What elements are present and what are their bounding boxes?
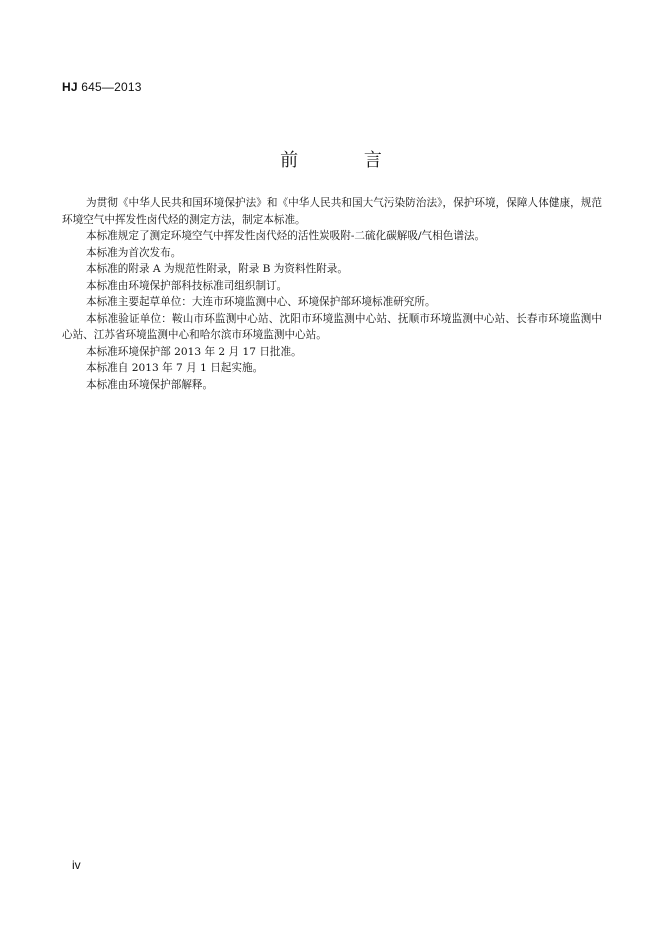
paragraph-drafters: 本标准主要起草单位：大连市环境监测中心、环境保护部环境标准研究所。 xyxy=(86,296,436,308)
paragraph-effective-date: 本标准自 2013 年 7 月 1 日起实施。 xyxy=(86,362,264,374)
page-title: 前 言 xyxy=(280,150,412,171)
paragraph-first-release: 本标准为首次发布。 xyxy=(86,246,182,259)
standard-number: 645—2013 xyxy=(77,80,142,94)
preface-body xyxy=(62,195,602,393)
paragraph-purpose: 为贯彻《中华人民共和国环境保护法》和《中华人民共和国大气污染防治法》，保护环境，保障人体健康，规范环境空气中挥发性卤代烃的测定方法，制定本标准。 xyxy=(62,197,602,226)
page-number: iv xyxy=(72,858,81,872)
standard-code xyxy=(62,80,142,94)
paragraph-appendix: 本标准的附录 A 为规范性附录，附录 B 为资料性附录。 xyxy=(86,263,348,275)
paragraph-interpretation: 本标准由环境保护部解释。 xyxy=(86,378,214,391)
paragraph-scope: 本标准规定了测定环境空气中挥发性卤代烃的活性炭吸附-二硫化碳解吸/气相色谱法。 xyxy=(86,230,486,242)
paragraph-approval: 本标准环境保护部 2013 年 2 月 17 日批准。 xyxy=(86,345,302,358)
standard-prefix: HJ xyxy=(62,80,78,94)
paragraph-validators: 本标准验证单位：鞍山市环监测中心站、沈阳市环境监测中心站、抚顺市环境监测中心站、长春市环境监测中心站、江苏省环境监测中心和哈尔滨市环境监测中心站。 xyxy=(62,312,602,341)
paragraph-organizer: 本标准由环境保护部科技标准司组织制订。 xyxy=(86,279,288,292)
